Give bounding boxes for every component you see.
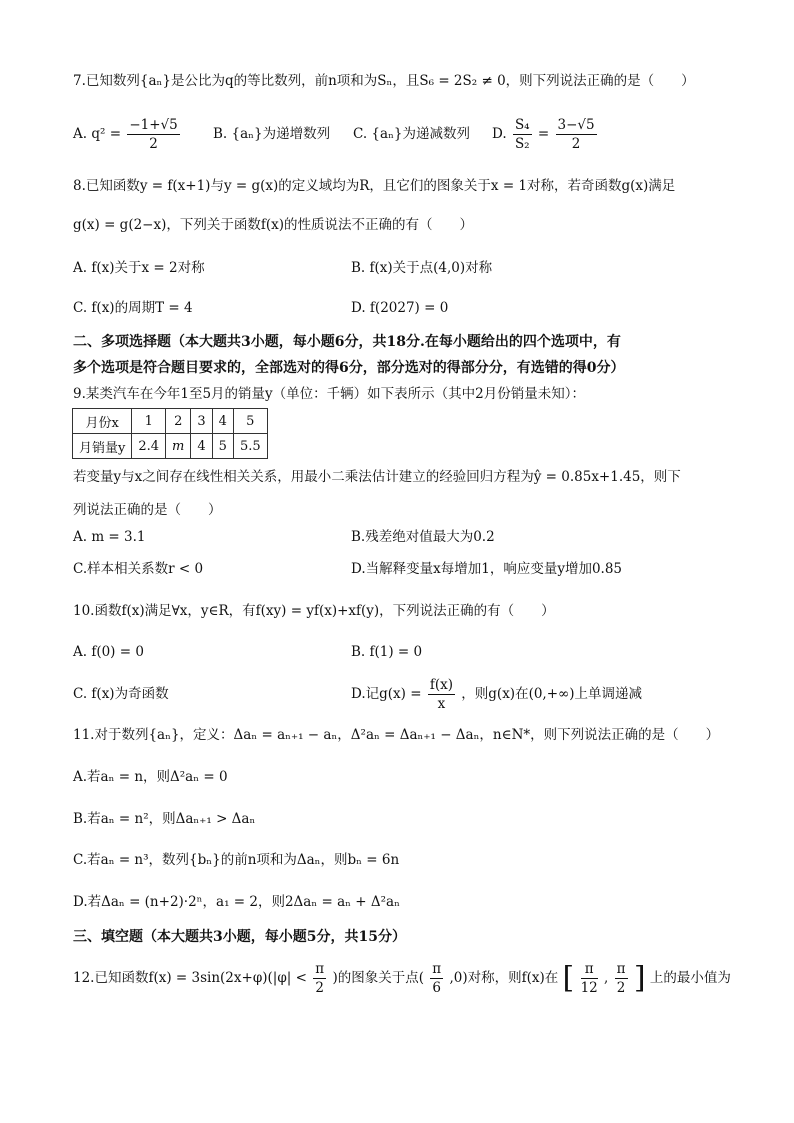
q12-fraction-pi-6 [430, 960, 443, 997]
q12-f4-num: π [616, 961, 626, 977]
q12-fraction-pi-12 [581, 960, 598, 997]
q7-a-fraction [127, 116, 179, 153]
q10-option-c: C. f(x)为奇函数 [73, 686, 169, 702]
q7-a-numerator: −1+√5 [129, 117, 178, 133]
q12-f3-den: 12 [580, 980, 598, 996]
table-cell: 5.5 [233, 434, 267, 459]
section2-heading-line2: 多个选项是符合题目要求的，全部选对的得6分，部分选对的得部分分，有选错的得0分） [73, 360, 625, 376]
table-cell: 月销量y [73, 434, 132, 459]
q10-d-num: f(x) [429, 677, 453, 693]
q9-stem-line3: 列说法正确的是（ ） [73, 502, 222, 518]
q10-option-d [351, 676, 642, 713]
q7-option-b: B. {aₙ}为递增数列 [213, 126, 331, 142]
q10-d-post: ，则g(x)在(0,+∞)上单调递减 [461, 686, 643, 702]
q7-d-right-fraction [556, 116, 597, 153]
q8-option-a: A. f(x)关于x = 2对称 [73, 260, 205, 276]
q7-d-left-den: S₂ [514, 136, 530, 152]
table-cell: 月份x [73, 409, 132, 434]
q12-part1: 12.已知函数f(x) = 3sin(2x+φ)(|φ| < [73, 970, 307, 986]
q9-option-a: A. m = 3.1 [73, 529, 146, 545]
table-cell: 2 [166, 409, 191, 434]
q8-stem-line2: g(x) = g(2−x)，下列关于函数f(x)的性质说法不正确的有（ ） [73, 217, 474, 233]
section3-heading: 三、填空题（本大题共3小题，每小题5分，共15分） [73, 929, 406, 945]
q7-option-a [73, 116, 182, 153]
q7-d-prefix: D. [492, 126, 507, 142]
q7-option-d [492, 116, 599, 153]
q9-stem: 9.某类汽车在今年1至5月的销量y（单位：千辆）如下表所示（其中2月份销量未知）： [73, 386, 586, 402]
q8-option-b: B. f(x)关于点(4,0)对称 [351, 260, 493, 276]
q9-option-c: C.样本相关系数r < 0 [73, 561, 204, 577]
q12-part3: ,0)对称，则f(x)在 [449, 970, 559, 986]
q12-left-bracket: [ [562, 960, 575, 996]
q10-d-pre: D.记g(x) = [351, 686, 422, 702]
q12-part4: 上的最小值为 [649, 970, 731, 986]
q7-d-eq: = [537, 126, 550, 142]
q12-f1-den: 2 [315, 980, 324, 996]
q7-d-right-den: 2 [571, 136, 581, 152]
q10-option-b: B. f(1) = 0 [351, 644, 423, 660]
table-cell: 2.4 [132, 434, 166, 459]
q7-d-left-num: S₄ [514, 117, 530, 133]
table-cell: 1 [132, 409, 166, 434]
q12-f2-num: π [432, 961, 442, 977]
q12-part2: )的图象关于点( [332, 970, 424, 986]
q12-fraction-pi-2-b [615, 960, 628, 997]
q7-stem: 7.已知数列{aₙ}是公比为q的等比数列，前n项和为Sₙ，且S₆ = 2S₂ ≠ 0，则下列说法正确的是（ ） [73, 73, 695, 89]
q12-f1-num: π [315, 961, 325, 977]
q11-stem: 11.对于数列{aₙ}，定义：Δaₙ = aₙ₊₁ − aₙ，Δ²aₙ = Δaₙ₊₁ − Δaₙ，n∈N*，则下列说法正确的是（ ） [73, 727, 720, 743]
table-row [73, 409, 268, 434]
table-cell: 4 [212, 409, 233, 434]
table-cell: 4 [191, 434, 212, 459]
q12-f3-num: π [581, 960, 598, 979]
q9-option-d: D.当解释变量x每增加1，响应变量y增加0.85 [351, 561, 623, 577]
q7-a-lhs: q² = [91, 126, 122, 142]
q12-f2-den: 6 [432, 980, 442, 996]
q12-fraction-pi-2 [313, 960, 326, 997]
table-cell: 3 [191, 409, 212, 434]
q12-right-bracket: ] [633, 960, 646, 996]
table-cell: m [166, 434, 191, 459]
q8-option-d: D. f(2027) = 0 [351, 300, 449, 316]
table-cell: 5 [233, 409, 267, 434]
q7-a-prefix: A. [73, 126, 88, 142]
q12-f4-den: 2 [616, 980, 626, 996]
q7-d-left-fraction [513, 116, 532, 153]
q8-option-c: C. f(x)的周期T = 4 [73, 300, 193, 316]
q11-option-d: D.若Δaₙ = (n+2)·2ⁿ，a₁ = 2，则2Δaₙ = aₙ + Δ²aₙ [73, 894, 400, 910]
q11-option-c: C.若aₙ = n³，数列{bₙ}的前n项和为Δaₙ，则bₙ = 6n [73, 852, 400, 868]
q8-stem-line1: 8.已知函数y = f(x+1)与y = g(x)的定义域均为R，且它们的图象关于x = 1对称，若奇函数g(x)满足 [73, 178, 676, 194]
table-row [73, 434, 268, 459]
q9-option-b: B.残差绝对值最大为0.2 [351, 529, 495, 545]
table-cell: 5 [212, 434, 233, 459]
q7-option-c: C. {aₙ}为递减数列 [353, 126, 470, 142]
q9-stem-line2: 若变量y与x之间存在线性相关关系，用最小二乘法估计建立的经验回归方程为ŷ = 0.85x+1.45，则下 [73, 469, 681, 485]
q7-d-right-num: 3−√5 [557, 117, 595, 133]
q11-option-b: B.若aₙ = n²，则Δaₙ₊₁ > Δaₙ [73, 811, 256, 827]
q11-option-a: A.若aₙ = n，则Δ²aₙ = 0 [73, 769, 228, 785]
q10-d-fraction [428, 676, 455, 713]
q12-separator: , [604, 970, 609, 986]
q9-sales-table [72, 408, 268, 459]
section2-heading-line1: 二、多项选择题（本大题共3小题，每小题6分，共18分.在每小题给出的四个选项中，有 [73, 334, 621, 350]
q12-stem [73, 960, 731, 997]
q10-stem: 10.函数f(x)满足∀x，y∈R，有f(xy) = yf(x)+xf(y)，下列说法正确的有（ ） [73, 603, 555, 619]
q10-option-a: A. f(0) = 0 [73, 644, 144, 660]
q10-d-den: x [437, 696, 446, 712]
q7-a-denominator: 2 [149, 136, 158, 152]
